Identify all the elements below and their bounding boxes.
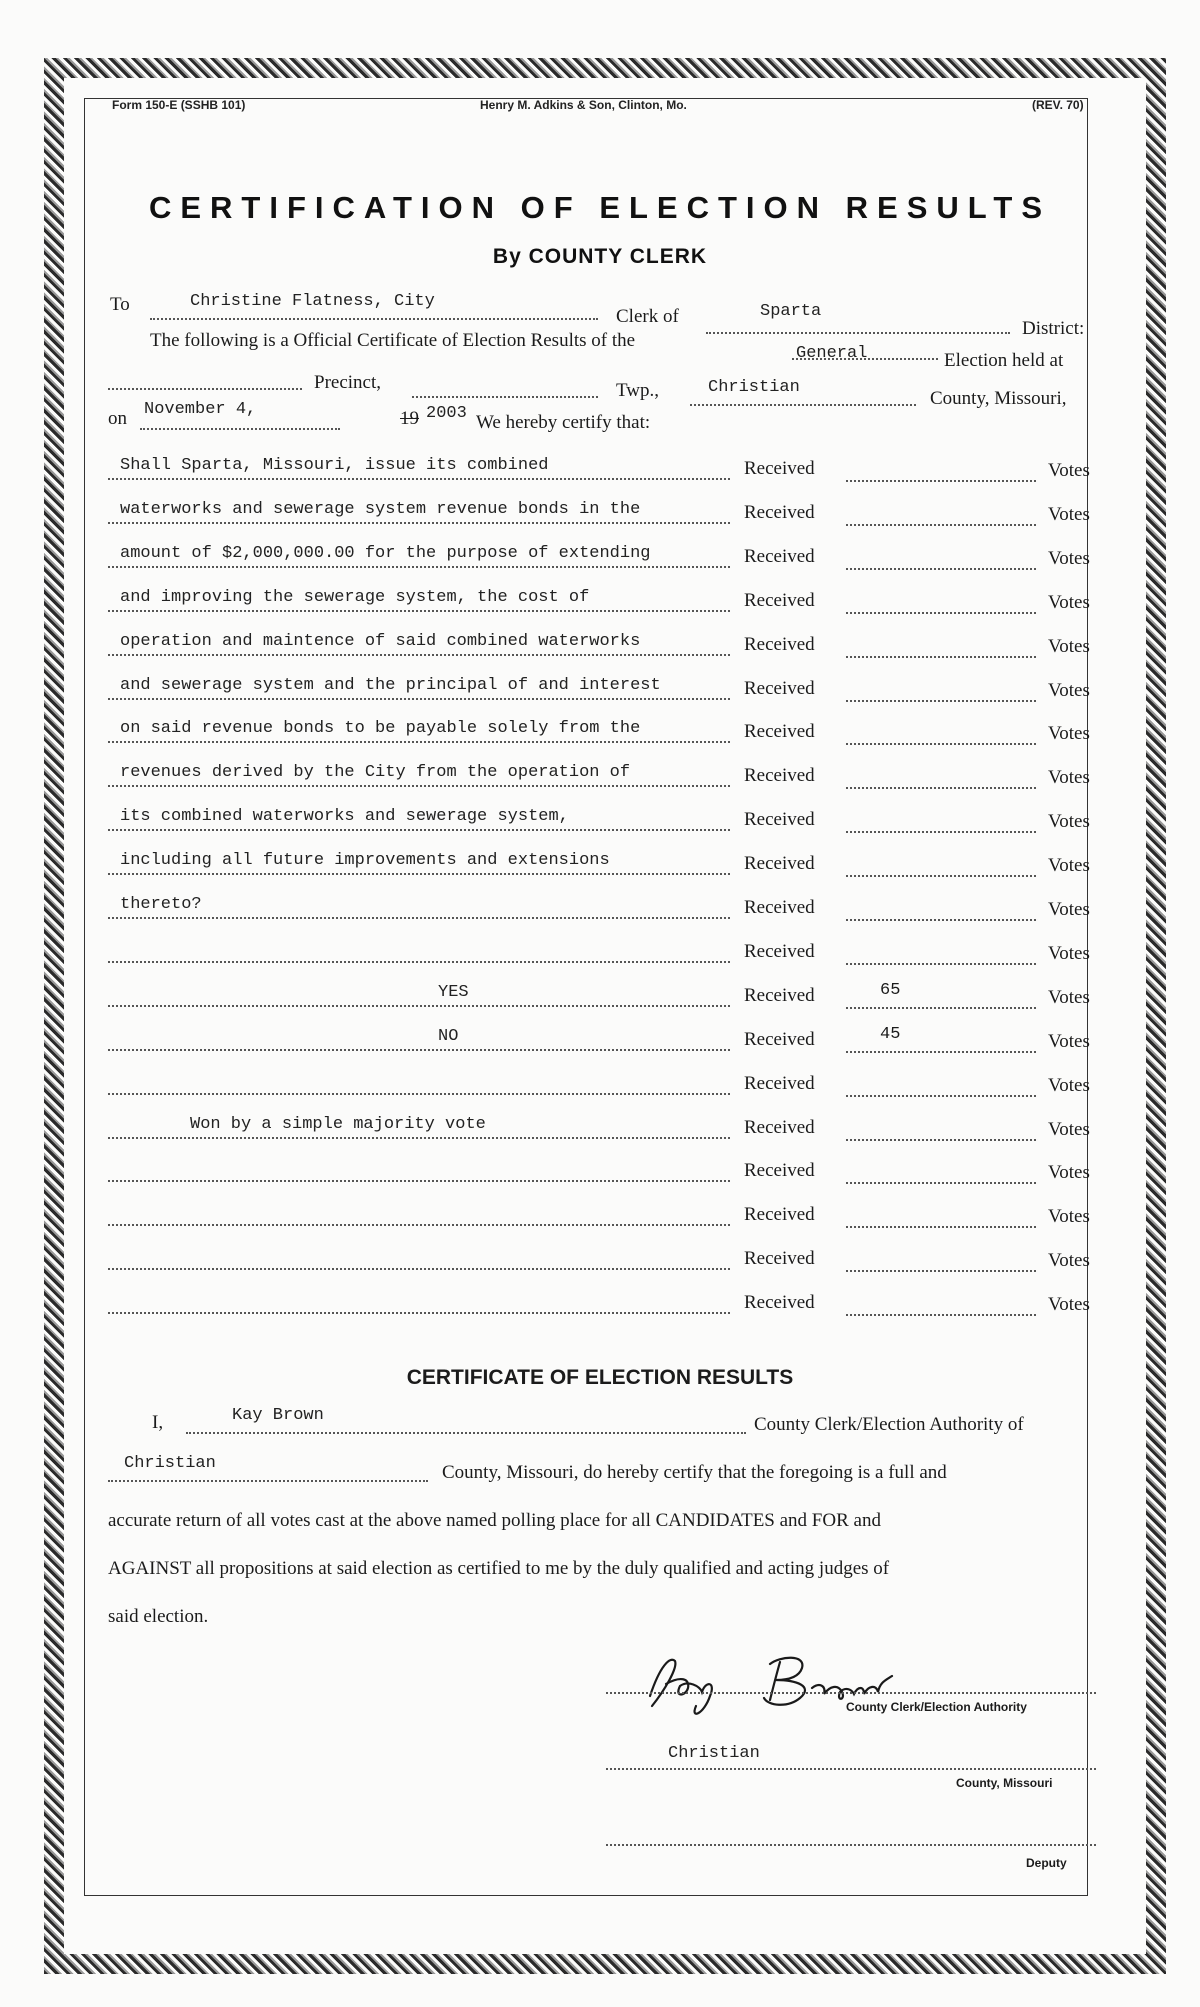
document-subtitle: By COUNTY CLERK — [492, 245, 708, 268]
intro-text: The following is a Official Certificate of Election Results of the — [150, 330, 636, 351]
cert-line-4: AGAINST all propositions at said election as certified to me by the duly qualified and acting judges of — [108, 1558, 890, 1579]
addressee-name: Christine Flatness, City — [190, 292, 435, 311]
vote-count: 65 — [880, 981, 901, 1000]
row-text-line — [108, 478, 730, 480]
row-text-line — [108, 566, 730, 568]
received-label: Received — [744, 590, 815, 611]
received-label: Received — [744, 678, 815, 699]
votes-line — [846, 1314, 1036, 1316]
received-label: Received — [744, 502, 815, 523]
votes-line — [846, 831, 1036, 833]
votes-line — [846, 963, 1036, 965]
row-text-line — [108, 829, 730, 831]
row-text-line — [108, 1093, 730, 1095]
received-label: Received — [744, 809, 815, 830]
sig-county-value: Christian — [668, 1744, 760, 1763]
certificate-title: CERTIFICATE OF ELECTION RESULTS — [406, 1366, 794, 1389]
votes-line — [846, 656, 1036, 658]
votes-label: Votes — [1048, 592, 1090, 613]
row-text: including all future improvements and extensions — [120, 851, 610, 870]
cert-county-line — [108, 1480, 428, 1482]
deputy-caption: Deputy — [1026, 1856, 1067, 1870]
certify-text: We hereby certify that: — [476, 412, 651, 433]
row-text: YES — [438, 983, 469, 1002]
received-label: Received — [744, 853, 815, 874]
received-label: Received — [744, 941, 815, 962]
county-caption: County, Missouri — [956, 1776, 1053, 1790]
received-label: Received — [744, 765, 815, 786]
cert-line-3: accurate return of all votes cast at the above named polling place for all CANDIDATES and FOR and — [108, 1510, 881, 1531]
received-label: Received — [744, 1160, 815, 1181]
votes-line — [846, 919, 1036, 921]
signature-line — [606, 1692, 1096, 1694]
received-label: Received — [744, 985, 815, 1006]
votes-label: Votes — [1048, 855, 1090, 876]
county-line — [690, 404, 916, 406]
votes-line — [846, 612, 1036, 614]
cert-county-value: Christian — [124, 1454, 216, 1473]
votes-label: Votes — [1048, 1162, 1090, 1183]
clerk-of-label: Clerk of — [616, 306, 679, 327]
votes-line — [846, 480, 1036, 482]
sig-county-line — [606, 1768, 1096, 1770]
clerk-of-line — [706, 332, 1010, 334]
votes-label: Votes — [1048, 1119, 1090, 1140]
received-label: Received — [744, 897, 815, 918]
row-text-line — [108, 917, 730, 919]
row-text-line — [108, 1268, 730, 1270]
row-text-line — [108, 654, 730, 656]
received-label: Received — [744, 1117, 815, 1138]
received-label: Received — [744, 721, 815, 742]
printer-line: Henry M. Adkins & Son, Clinton, Mo. — [480, 98, 687, 112]
row-text: Won by a simple majority vote — [190, 1115, 486, 1134]
votes-label: Votes — [1048, 504, 1090, 525]
row-text: and improving the sewerage system, the cost of — [120, 588, 590, 607]
row-text: thereto? — [120, 895, 202, 914]
received-label: Received — [744, 1292, 815, 1313]
clerk-of-value: Sparta — [760, 302, 822, 321]
row-text: its combined waterworks and sewerage system, — [120, 807, 569, 826]
received-label: Received — [744, 1204, 815, 1225]
row-text: operation and maintence of said combined waterworks — [120, 632, 641, 651]
precinct-label: Precinct, — [314, 372, 382, 393]
votes-label: Votes — [1048, 460, 1090, 481]
row-text-line — [108, 1005, 730, 1007]
votes-line — [846, 700, 1036, 702]
votes-label: Votes — [1048, 767, 1090, 788]
votes-label: Votes — [1048, 723, 1090, 744]
votes-label: Votes — [1048, 811, 1090, 832]
row-text-line — [108, 522, 730, 524]
deputy-line — [606, 1844, 1096, 1846]
year-prefix: 19 — [400, 408, 419, 429]
received-label: Received — [744, 1029, 815, 1050]
votes-line — [846, 1139, 1036, 1141]
received-label: Received — [744, 458, 815, 479]
document-title: CERTIFICATION OF ELECTION RESULTS — [148, 190, 1052, 225]
authority-caption: County Clerk/Election Authority — [846, 1700, 1027, 1714]
row-text-line — [108, 1049, 730, 1051]
on-label: on — [108, 408, 127, 429]
election-date: November 4, — [144, 400, 257, 419]
row-text-line — [108, 1180, 730, 1182]
row-text: Shall Sparta, Missouri, issue its combined — [120, 456, 549, 475]
votes-label: Votes — [1048, 1075, 1090, 1096]
county-value: Christian — [708, 378, 800, 397]
votes-line — [846, 787, 1036, 789]
county-label: County, Missouri, — [930, 388, 1067, 409]
precinct-line — [108, 388, 302, 390]
row-text-line — [108, 961, 730, 963]
received-label: Received — [744, 634, 815, 655]
received-label: Received — [744, 1248, 815, 1269]
row-text: NO — [438, 1027, 459, 1046]
votes-line — [846, 1226, 1036, 1228]
row-text-line — [108, 873, 730, 875]
clerk-name-line — [186, 1432, 746, 1434]
date-line — [140, 428, 340, 430]
row-text: on said revenue bonds to be payable solely from the — [120, 719, 641, 738]
to-label: To — [110, 294, 130, 315]
votes-label: Votes — [1048, 548, 1090, 569]
votes-label: Votes — [1048, 636, 1090, 657]
votes-label: Votes — [1048, 680, 1090, 701]
votes-label: Votes — [1048, 1250, 1090, 1271]
district-label: District: — [1022, 318, 1085, 339]
election-type: General — [796, 344, 868, 363]
votes-line — [846, 1095, 1036, 1097]
votes-line — [846, 1051, 1036, 1053]
to-line — [150, 318, 598, 320]
row-text: amount of $2,000,000.00 for the purpose of extending — [120, 544, 651, 563]
cert-line-5: said election. — [108, 1606, 209, 1627]
votes-line — [846, 1182, 1036, 1184]
votes-line — [846, 568, 1036, 570]
clerk-title: County Clerk/Election Authority of — [754, 1414, 1024, 1435]
form-number: Form 150-E (SSHB 101) — [112, 98, 246, 112]
votes-label: Votes — [1048, 987, 1090, 1008]
votes-line — [846, 743, 1036, 745]
vote-count: 45 — [880, 1025, 901, 1044]
revision-number: (REV. 70) — [1032, 98, 1084, 112]
votes-line — [846, 1007, 1036, 1009]
election-held-label: Election held at — [944, 350, 1064, 371]
votes-label: Votes — [1048, 1206, 1090, 1227]
received-label: Received — [744, 1073, 815, 1094]
twp-line — [412, 396, 598, 398]
i-label: I, — [152, 1412, 164, 1433]
votes-line — [846, 875, 1036, 877]
cert-line-2: County, Missouri, do hereby certify that the foregoing is a full and — [442, 1462, 947, 1483]
votes-label: Votes — [1048, 899, 1090, 920]
row-text: and sewerage system and the principal of and interest — [120, 676, 661, 695]
election-year: 2003 — [426, 404, 467, 423]
row-text-line — [108, 610, 730, 612]
votes-label: Votes — [1048, 1294, 1090, 1315]
row-text-line — [108, 698, 730, 700]
row-text: waterworks and sewerage system revenue bonds in the — [120, 500, 641, 519]
votes-label: Votes — [1048, 1031, 1090, 1052]
row-text-line — [108, 1312, 730, 1314]
row-text-line — [108, 785, 730, 787]
votes-label: Votes — [1048, 943, 1090, 964]
row-text: revenues derived by the City from the operation of — [120, 763, 631, 782]
row-text-line — [108, 741, 730, 743]
votes-line — [846, 1270, 1036, 1272]
votes-line — [846, 524, 1036, 526]
received-label: Received — [744, 546, 815, 567]
row-text-line — [108, 1224, 730, 1226]
twp-label: Twp., — [616, 380, 660, 401]
clerk-name: Kay Brown — [232, 1406, 324, 1425]
row-text-line — [108, 1137, 730, 1139]
form-body — [84, 98, 1088, 1896]
